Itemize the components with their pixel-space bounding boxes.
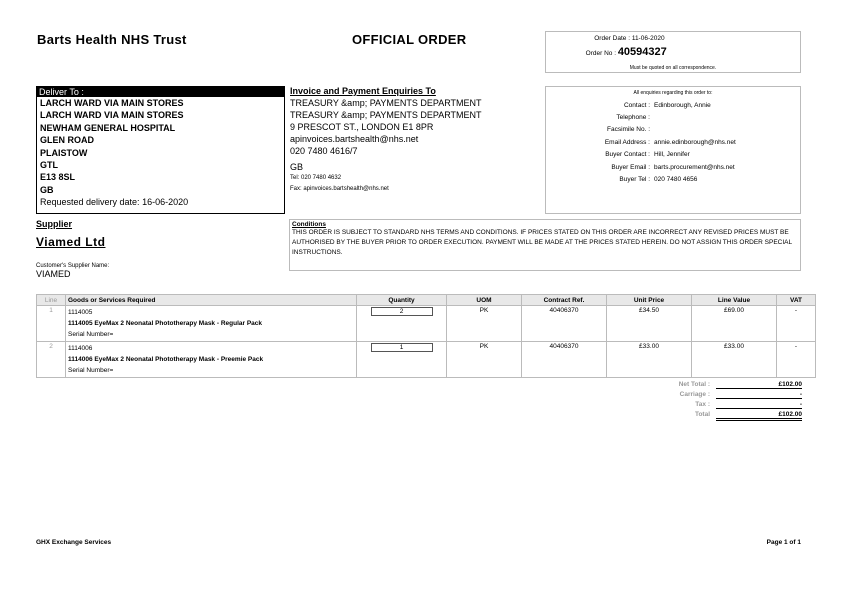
invoice-fax: Fax: apinvoices.bartshealth@nhs.net	[290, 186, 389, 192]
buyer-contact-value: Hill, Jennifer	[654, 151, 690, 158]
invoice-line: apinvoices.bartshealth@nhs.net	[290, 134, 419, 144]
table-row	[37, 306, 816, 342]
deliver-to-box	[36, 86, 285, 214]
net-total-value: £102.00	[716, 381, 802, 389]
requested-delivery-date: Requested delivery date: 16-06-2020	[40, 197, 189, 208]
totals-block	[600, 381, 802, 421]
col-line-value: Line Value	[692, 295, 777, 306]
vat-cell: -	[777, 342, 816, 378]
deliver-line: NEWHAM GENERAL HOSPITAL	[40, 122, 176, 133]
net-total-row	[600, 381, 802, 391]
email-value: annie.edinborough@nhs.net	[654, 139, 736, 146]
buyer-tel-value: 020 7480 4656	[654, 176, 698, 183]
goods-cell	[66, 306, 357, 342]
col-vat: VAT	[777, 295, 816, 306]
deliver-line: GLEN ROAD	[40, 135, 94, 146]
unit-price-cell: £34.50	[607, 306, 692, 342]
item-serial: Serial Number=	[68, 331, 114, 338]
page-number: Page 1 of 1	[766, 539, 801, 546]
invoice-line: TREASURY &amp; PAYMENTS DEPARTMENT	[290, 98, 482, 108]
item-code: 1114005	[68, 309, 93, 316]
order-info-box	[545, 31, 801, 73]
deliver-line: GB	[40, 184, 54, 195]
deliver-line: PLAISTOW	[40, 147, 88, 158]
invoice-heading: Invoice and Payment Enquiries To	[290, 86, 436, 96]
invoice-address	[290, 97, 544, 173]
contact-label: Contact :	[623, 102, 650, 109]
table-header-row	[37, 295, 816, 306]
order-date-row	[546, 35, 800, 42]
table-row	[37, 342, 816, 378]
line-number: 1	[37, 306, 66, 342]
conditions-text: THIS ORDER IS SUBJECT TO STANDARD NHS TERMS AND CONDITIONS. IF PRICES STATED ON THIS ORDER ARE INCORRECT ANY REVISED PRICES MUST BE AUTHORISED BY THE BUYER PRIOR TO ORDER EXECUTION. PAYMENT WILL BE MADE AT THE PRICES STATED HEREIN. DO NOT ASSIGN THIS ORDER SPECIAL INSTRUCTIONS.	[292, 229, 792, 256]
unit-price-cell: £33.00	[607, 342, 692, 378]
facsimile-label: Facsimile No. :	[607, 126, 650, 133]
invoice-line: 020 7480 4616/7	[290, 146, 358, 156]
tax-value: -	[716, 401, 802, 409]
order-number-value: 40594327	[617, 46, 667, 58]
deliver-line: GTL	[40, 160, 58, 171]
item-description: 1114005 EyeMax 2 Neonatal Phototherapy Mask - Regular Pack	[68, 320, 263, 327]
invoice-line: TREASURY &amp; PAYMENTS DEPARTMENT	[290, 110, 482, 120]
uom-cell: PK	[447, 342, 522, 378]
invoice-line: GB	[290, 162, 304, 172]
customer-supplier-label: Customer's Supplier Name:	[36, 263, 110, 269]
document-title: OFFICIAL ORDER	[352, 32, 467, 47]
col-unit-price: Unit Price	[607, 295, 692, 306]
invoice-line: 9 PRESCOT ST., LONDON E1 8PR	[290, 122, 434, 132]
goods-cell	[66, 342, 357, 378]
item-serial: Serial Number=	[68, 367, 114, 374]
order-number-label: Order No :	[585, 50, 616, 57]
quantity-cell	[357, 306, 447, 342]
buyer-email-label: Buyer Email :	[611, 164, 650, 171]
order-date-value: 11-06-2020	[631, 35, 665, 42]
buyer-contact-label: Buyer Contact :	[605, 151, 650, 158]
quantity-value: 2	[371, 307, 433, 316]
footer-provider: GHX Exchange Services	[36, 539, 112, 546]
deliver-line: LARCH WARD VIA MAIN STORES	[40, 98, 184, 108]
supplier-heading: Supplier	[36, 219, 73, 229]
conditions-box	[289, 219, 801, 271]
carriage-label: Carriage :	[679, 391, 710, 398]
carriage-row	[600, 391, 802, 401]
carriage-value: -	[716, 391, 802, 399]
contacts-box	[545, 86, 801, 214]
contract-ref-cell: 40406370	[522, 342, 607, 378]
contact-value: Edinborough, Annie	[654, 102, 711, 109]
supplier-name: Viamed Ltd	[36, 235, 106, 249]
grand-total-value: £102.00	[716, 411, 802, 421]
item-description: 1114006 EyeMax 2 Neonatal Phototherapy Mask - Preemie Pack	[68, 356, 264, 363]
contacts-note: All enquiries regarding this order to:	[633, 90, 713, 96]
tax-label: Tax :	[695, 401, 710, 408]
item-code: 1114006	[68, 345, 93, 352]
invoice-enquiries	[290, 86, 544, 195]
quantity-cell	[357, 342, 447, 378]
grand-total-row	[600, 411, 802, 421]
line-number: 2	[37, 342, 66, 378]
trust-name: Barts Health NHS Trust	[37, 32, 187, 47]
deliver-line: LARCH WARD VIA MAIN STORES	[40, 110, 184, 121]
contract-ref-cell: 40406370	[522, 306, 607, 342]
deliver-to-address	[37, 97, 284, 209]
line-value-cell: £33.00	[692, 342, 777, 378]
buyer-email-value: barts.procurement@nhs.net	[654, 164, 735, 171]
order-items-table	[36, 294, 816, 378]
customer-supplier-value: VIAMED	[36, 269, 71, 279]
col-uom: UOM	[447, 295, 522, 306]
deliver-to-heading: Deliver To :	[37, 87, 284, 97]
uom-cell: PK	[447, 306, 522, 342]
order-date-label: Order Date :	[594, 35, 630, 42]
order-number-row	[546, 46, 800, 58]
col-goods: Goods or Services Required	[66, 295, 357, 306]
conditions-heading: Conditions	[292, 221, 326, 228]
email-label: Email Address :	[604, 139, 650, 146]
tax-row	[600, 401, 802, 411]
telephone-label: Telephone :	[616, 114, 650, 121]
vat-cell: -	[777, 306, 816, 342]
col-quantity: Quantity	[357, 295, 447, 306]
col-line: Line	[37, 295, 66, 306]
grand-total-label: Total	[694, 411, 710, 418]
quantity-value: 1	[371, 343, 433, 352]
quote-note: Must be quoted on all correspondence.	[629, 65, 717, 71]
deliver-line: E13 8SL	[40, 172, 76, 183]
line-value-cell: £69.00	[692, 306, 777, 342]
net-total-label: Net Total :	[678, 381, 710, 388]
buyer-tel-label: Buyer Tel :	[619, 176, 650, 183]
invoice-tel: Tel: 020 7480 4632	[290, 175, 342, 181]
col-contract-ref: Contract Ref.	[522, 295, 607, 306]
